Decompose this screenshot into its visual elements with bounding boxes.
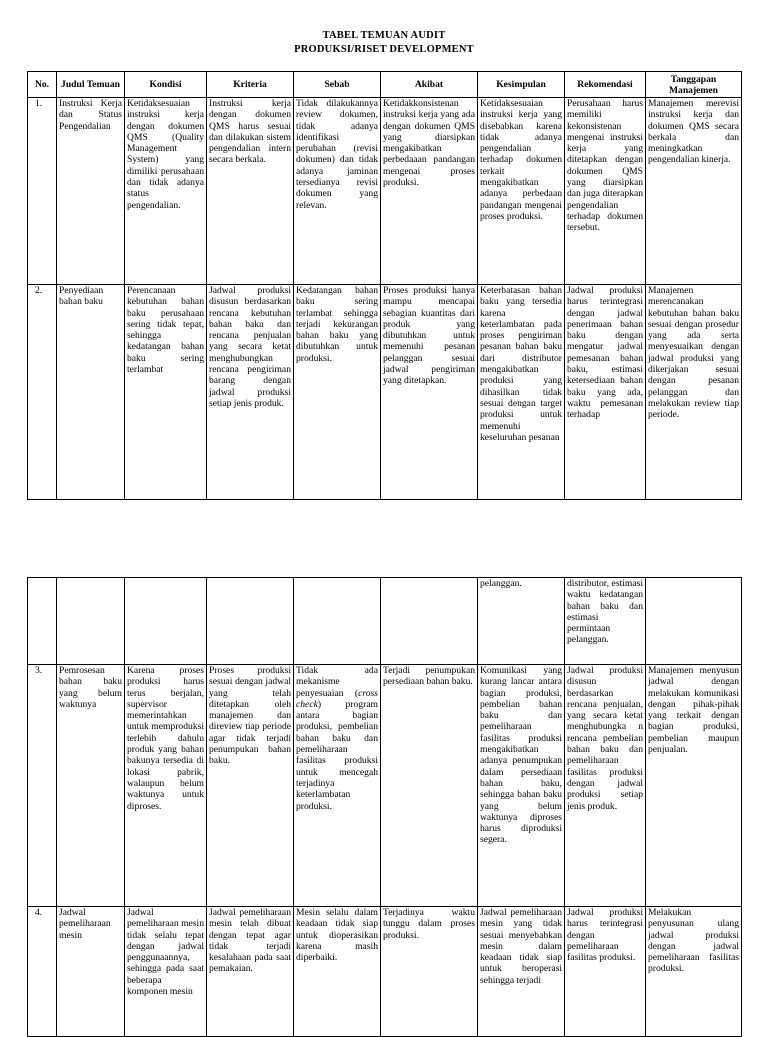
cell-akibat: [381, 578, 478, 665]
document-subtitle: PRODUKSI/RISET DEVELOPMENT: [294, 44, 474, 55]
table-row: [28, 285, 742, 500]
cell-sebab: [294, 578, 381, 665]
cell-tanggapan: Manajemen menyusun jadwal dengan melakukan komunikasi dengan pihak-pihak yang terkait dengan bagian produksi, pembelian maupun penjualan.: [646, 665, 742, 907]
cell-akibat: Terjadinya waktu tunggu dalam proses produksi.: [381, 907, 478, 1037]
cell-kondisi: Ketidaksesuaian instruksi kerja dengan dokumen QMS (Quality Management System) yang dimiliki perusahaan dan tidak adanya status pengendalian.: [125, 98, 207, 285]
cell-akibat: Terjadi penumpukan persediaan bahan baku.: [381, 665, 478, 907]
table-row: [28, 665, 742, 907]
cell-judul: Instruksi Kerja dan Status Pengendalian: [57, 98, 125, 285]
table-row: [28, 98, 742, 285]
cell-kesimpulan: pelanggan.: [478, 578, 565, 665]
cell-rekomendasi: Jadwal produksi disusun berdasarkan rencana penjualan, yang secara ketat menghubungka n rencana pembelian bahan baku dan pemeliharaan fasilitas produksi dengan jadwal produksi setiap jenis produk.: [565, 665, 646, 907]
document-title: TABEL TEMUAN AUDIT: [322, 30, 446, 41]
table-row: [28, 907, 742, 1037]
cell-no: 4.: [28, 907, 57, 1037]
header-rekomendasi: Rekomendasi: [565, 72, 646, 98]
header-no: No.: [28, 72, 57, 98]
header-kondisi: Kondisi: [125, 72, 207, 98]
header-akibat: Akibat: [381, 72, 478, 98]
sebab-text-post: ) program antara bagian produksi, pembelian bahan baku dan pemeliharaan fasilitas produksi untuk mencegah terjadinya keterlambatan produksi.: [296, 698, 378, 812]
cell-kriteria: Instruksi kerja dengan dokumen QMS harus sesuai dan dilakukan sistem pengendalian intern secara berkala.: [207, 98, 294, 285]
cell-no: 3.: [28, 665, 57, 907]
cell-judul: Jadwal pemeliharaan mesin: [57, 907, 125, 1037]
cell-kriteria: Jadwal pemeliharaan mesin telah dibuat dengan tepat agar tidak terjadi kesalahaan pada saat pemakaian.: [207, 907, 294, 1037]
cell-no: [28, 578, 57, 665]
cell-kondisi: Jadwal pemeliharaan mesin tidak selalu tepat dengan jadwal penggunaannya, sehingga pada saat beberapa komponen mesin: [125, 907, 207, 1037]
cell-akibat: Ketidakkonsistenan instruksi kerja yang ada dengan dokumen QMS yang diarsipkan mengakibatkan perbedaaan pandangan mengenai proses produksi.: [381, 98, 478, 285]
cell-tanggapan: Manajemen merevisi instruksi kerja dan dokumen QMS secara berkala dan meningkatkan pengendalian kinerja.: [646, 98, 742, 285]
cell-kesimpulan: Komunikasi yang kurang lancar antara bagian produksi, pembelian bahan baku dan pemeliharaan fasilitas produksi mengakibatkan adanya penumpukan dalam persediaan bahan baku, sehingga bahan baku yang belum waktunya diproses harus diproduksi segera.: [478, 665, 565, 907]
cell-akibat: Proses produksi hanya mampu mencapai sebagian kuantitas dari produk yang dibutuhkan untuk memenuhi pesanan pelanggan sesuai jadwal pengiriman yang ditetapkan.: [381, 285, 478, 500]
cell-no: 1.: [28, 98, 57, 285]
cell-judul: Pemrosesan bahan baku yang belum waktunya: [57, 665, 125, 907]
audit-findings-table-part-2: [27, 577, 742, 1037]
cell-kesimpulan: Jadwal pemeliharaan mesin yang tidak sesuai menyebabkan mesin dalam keadaan tidak siap untuk beroperasi sehingga terjadi: [478, 907, 565, 1037]
cell-rekomendasi: distributor, estimasi waktu kedatangan bahan baku dan estimasi permintaan pelanggan.: [565, 578, 646, 665]
cell-sebab: Kedatangan bahan baku sering terlambat sehingga terjadi kekurangan bahan baku yang dibutuhkan untuk produksi.: [294, 285, 381, 500]
cell-judul: [57, 578, 125, 665]
header-kesimpulan: Kesimpulan: [478, 72, 565, 98]
cell-kondisi: Perencanaan kebutuhan bahan baku perusahaan sering tidak tepat, sehingga kedatangan bahan baku sering terlambat: [125, 285, 207, 500]
cell-rekomendasi: Perusahaan harus memiliki kekonsistenan mengenai instruksi kerja yang ditetapkan dengan dokumen QMS yang diarsipkan dan juga diterapkan pengendalian terhadap dokumen tersebut.: [565, 98, 646, 285]
cell-kondisi: [125, 578, 207, 665]
cell-sebab: Mesin selalu dalam keadaan tidak siap untuk dioperasikan karena masih diperbaiki.: [294, 907, 381, 1037]
sebab-text-pre: Tidak ada mekanisme penyesuaian (: [296, 665, 378, 699]
audit-findings-table-part-1: [27, 71, 742, 500]
cell-sebab: Tidak dilakukannya review dokumen, tidak adanya identifikasi perubahan (revisi dokumen) dan tidak adanya jaminan tersedianya revisi dokumen yang relevan.: [294, 98, 381, 285]
cell-kondisi: Karena proses produksi harus terus berjalan, supervisor memerintahkan untuk memproduksi terlebih dahulu produk yang bahan bakunya tersedia di lokasi pabrik, walaupun belum waktunya untuk diproses.: [125, 665, 207, 907]
cell-judul: Penyediaan bahan baku: [57, 285, 125, 500]
table-header-row: [28, 72, 742, 98]
cell-sebab: [294, 665, 381, 907]
header-kriteria: Kriteria: [207, 72, 294, 98]
cell-kesimpulan: Keterbatasan bahan baku yang tersedia karena keterlambatan pada proses pengiriman pesanan bahan baku dari distributor mengakibatkan produksi yang dihasilkan tidak sesuai dengan target produksi untuk memenuhi keseluruhan pesanan: [478, 285, 565, 500]
cell-tanggapan: Melakukan penyusunan ulang jadwal produksi dengan jadwal pemeliharaan fasilitas produksi.: [646, 907, 742, 1037]
header-tanggapan-manajemen: Tanggapan Manajemen: [646, 72, 742, 98]
header-judul-temuan: Judul Temuan: [57, 72, 125, 98]
cell-tanggapan: Manajemen merencanakan kebutuhan bahan baku sesuai dengan prosedur yang ada serta menyesuaikan dengan jadwal produksi yang dikerjakan sesuai dengan pesanan pelanggan dan melakukan review tiap periode.: [646, 285, 742, 500]
sebab-text-italic: cross check: [296, 687, 378, 710]
cell-kesimpulan: Ketidaksesuaian instruksi kerja yang disebabkan karena tidak adanya pengendalian terhadap dokumen terkait mengakibatkan adanya perbedaan pandangan mengenai proses produksi.: [478, 98, 565, 285]
cell-no: 2.: [28, 285, 57, 500]
cell-tanggapan: [646, 578, 742, 665]
cell-kriteria: Proses produksi sesuai dengan jadwal yang telah ditetapkan oleh manajemen dan direview tiap periode agar tidak terjadi penumpukan bahan baku.: [207, 665, 294, 907]
cell-kriteria: Jadwal produksi disusun berdasarkan rencana kebutuhan bahan baku dan rencana penjualan yang secara ketat menghubungkan rencana pengiriman barang dengan jadwal produksi setiap jenis produk.: [207, 285, 294, 500]
table-row-continuation: [28, 578, 742, 665]
header-sebab: Sebab: [294, 72, 381, 98]
cell-kriteria: [207, 578, 294, 665]
cell-rekomendasi: Jadwal produksi harus terintegrasi dengan jadwal penerimaan bahan baku dengan mengatur jadwal pemesanan bahan baku, estimasi ketersediaan bahan baku yang ada, waktu pemesanan terhadap: [565, 285, 646, 500]
cell-rekomendasi: Jadwal produksi harus terintegrasi dengan pemeliharaan fasilitas produksi.: [565, 907, 646, 1037]
